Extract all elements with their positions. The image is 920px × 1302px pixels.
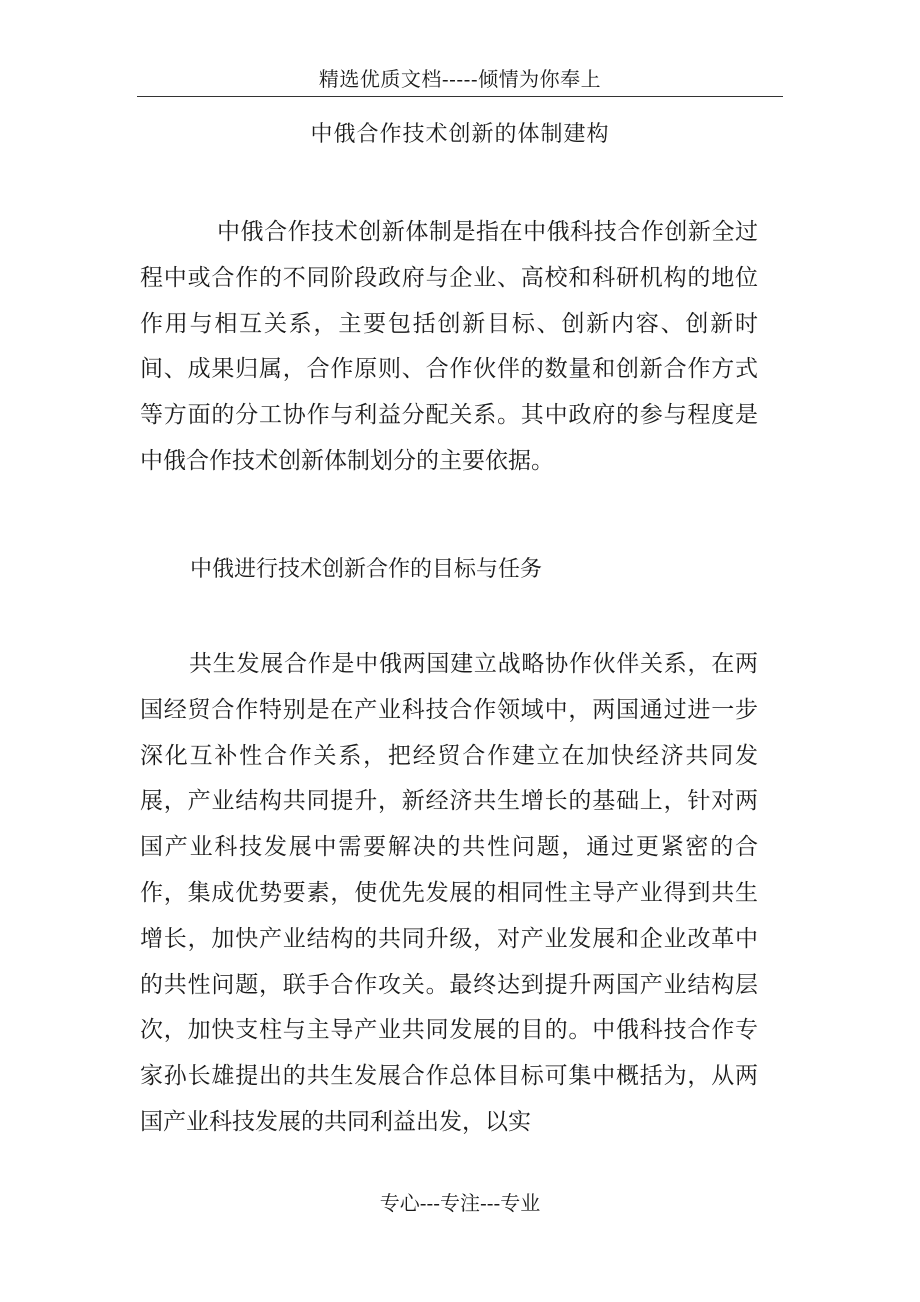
document-title: 中俄合作技术创新的体制建构 — [310, 122, 610, 147]
page-footer: 专心---专注---专业 — [379, 1191, 541, 1215]
page-header: 精选优质文档-----倾情为你奉上 — [318, 67, 602, 91]
paragraph-intro: 中俄合作技术创新体制是指在中俄科技合作创新全过程中或合作的不同阶段政府与企业、高校和科研机构的地位作用与相互关系，主要包括创新目标、创新内容、创新时间、成果归属，合作原则、合作伙伴的数量和创新合作方式等方面的分工协作与利益分配关系。其中政府的参与程度是中俄合作技术创新体制划分的主要依据。 — [140, 219, 758, 474]
section-subheading: 中俄进行技术创新合作的目标与任务 — [190, 557, 543, 582]
header-divider — [137, 96, 783, 97]
paragraph-body: 共生发展合作是中俄两国建立战略协作伙伴关系，在两国经贸合作特别是在产业科技合作领域中，两国通过进一步深化互补性合作关系，把经贸合作建立在加快经济共同发展，产业结构共同提升，新经济共生增长的基础上，针对两国产业科技发展中需要解决的共性问题，通过更紧密的合作，集成优势要素，使优先发展的相同性主导产业得到共生增长，加快产业结构的共同升级，对产业发展和企业改革中的共性问题，联手合作攻关。最终达到提升两国产业结构层次，加快支柱与主导产业共同发展的目的。中俄科技合作专家孙长雄提出的共生发展合作总体目标可集中概括为，从两国产业科技发展的共同利益出发，以实 — [140, 651, 758, 1135]
